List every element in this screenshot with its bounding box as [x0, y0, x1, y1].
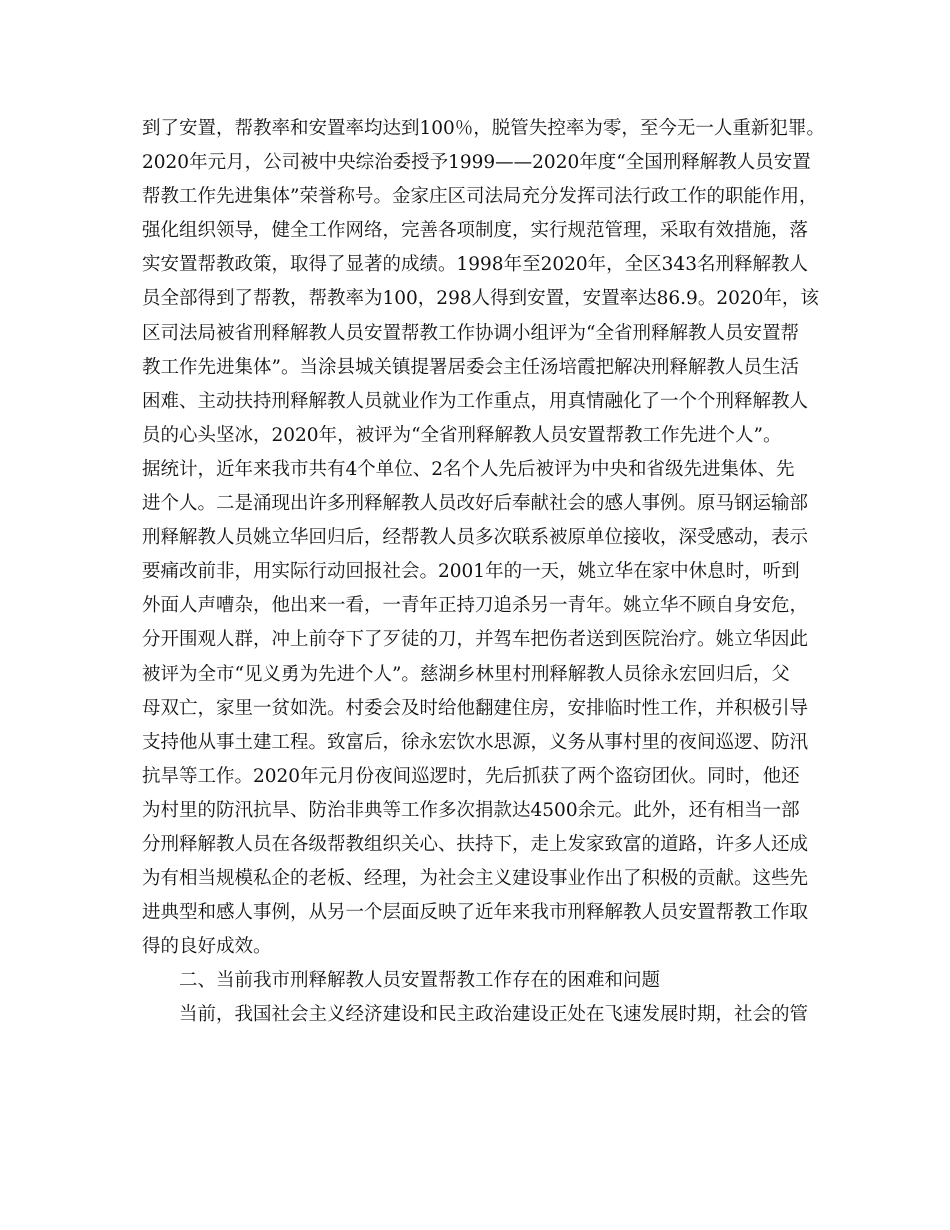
text-line: 当前，我国社会主义经济建设和民主政治建设正处在飞速发展时期，社会的管 [179, 1004, 809, 1026]
text-line: 外面人声嘈杂，他出来一看，一青年正持刀追杀另一青年。姚立华不顾自身安危， [142, 595, 809, 617]
text-line: 教工作先进集体”。当涂县城关镇提署居委会主任汤培霞把解决刑释解教人员生活 [142, 356, 799, 378]
text-line: 为村里的防汛抗旱、防治非典等工作多次捐款达4500余元。此外，还有相当一部 [142, 799, 800, 821]
text-line: 得的良好成效。 [142, 936, 272, 958]
text-line: 帮教工作先进集体”荣誉称号。金家庄区司法局充分发挥司法行政工作的职能作用， [142, 186, 818, 208]
text-line: 困难、主动扶持刑释解教人员就业作为工作重点，用真情融化了一个个刑释解教人 [142, 390, 809, 412]
text-line: 分刑释解教人员在各级帮教组织关心、扶持下，走上发家致富的道路，许多人还成 [142, 833, 809, 855]
text-line: 支持他从事土建工程。致富后，徐永宏饮水思源，义务从事村里的夜间巡逻、防汛 [142, 731, 809, 753]
text-line: 员全部得到了帮教，帮教率为100，298人得到安置，安置率达86.9。2020年，该 [142, 288, 819, 310]
text-line: 分开围观人群，冲上前夺下了歹徒的刀，并驾车把伤者送到医院治疗。姚立华因此 [142, 629, 809, 651]
text-line: 2020年元月，公司被中央综治委授予1999——2020年度“全国刑释解教人员安置 [142, 152, 811, 174]
text-line: 实安置帮教政策，取得了显著的成绩。1998年至2020年，全区343名刑释解教人 [142, 254, 808, 276]
text-line: 母双亡，家里一贫如洗。村委会及时给他翻建住房，安排临时性工作，并积极引导 [142, 697, 809, 719]
text-line: 区司法局被省刑释解教人员安置帮教工作协调小组评为“全省刑释解教人员安置帮 [142, 322, 799, 344]
text-line: 到了安置，帮教率和安置率均达到100％，脱管失控率为零，至今无一人重新犯罪。 [142, 118, 825, 139]
text-line: 为有相当规模私企的老板、经理，为社会主义建设事业作出了积极的贡献。这些先 [142, 868, 809, 890]
text-line: 被评为全市“见义勇为先进个人”。慈湖乡林里村刑释解教人员徐永宏回归后，父 [142, 663, 790, 685]
document-body [142, 112, 832, 1033]
text-line: 抗旱等工作。2020年元月份夜间巡逻时，先后抓获了两个盗窃团伙。同时，他还 [142, 765, 800, 787]
text-line: 员的心头坚冰，2020年，被评为“全省刑释解教人员安置帮教工作先进个人”。 [142, 424, 782, 446]
text-line: 进个人。二是涌现出许多刑释解教人员改好后奉献社会的感人事例。原马钢运输部 [142, 493, 809, 515]
text-line: 刑释解教人员姚立华回归后，经帮教人员多次联系被原单位接收，深受感动，表示 [142, 527, 809, 549]
text-line: 进典型和感人事例，从另一个层面反映了近年来我市刑释解教人员安置帮教工作取 [142, 902, 809, 924]
text-line: 据统计，近年来我市共有4个单位、2名个人先后被评为中央和省级先进集体、先 [142, 458, 795, 480]
text-line: 要痛改前非，用实际行动回报社会。2001年的一天，姚立华在家中休息时，听到 [142, 561, 800, 583]
section-heading: 二、当前我市刑释解教人员安置帮教工作存在的困难和问题 [179, 970, 661, 992]
text-line: 强化组织领导，健全工作网络，完善各项制度，实行规范管理，采取有效措施，落 [142, 220, 809, 242]
